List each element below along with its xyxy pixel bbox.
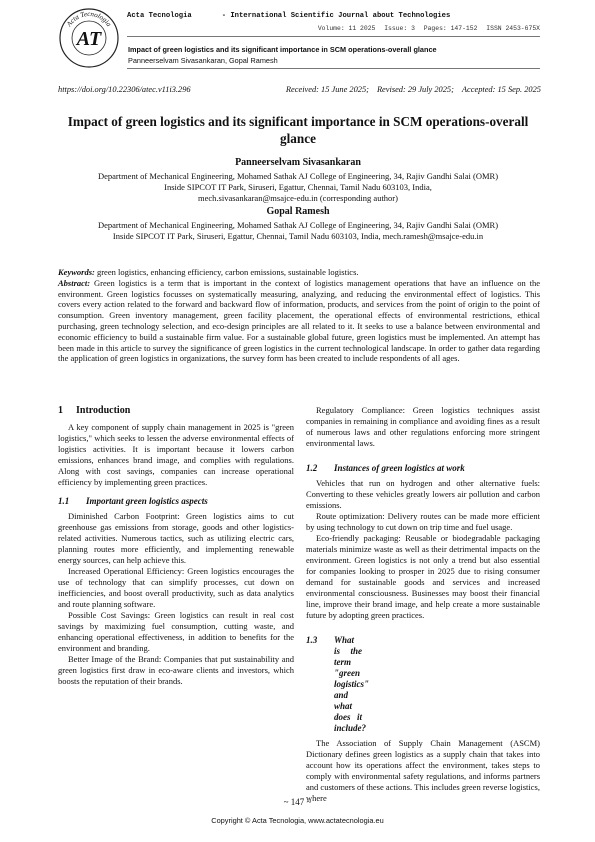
- article-title: Impact of green logistics and its significant importance in SCM operations-overall glance: [67, 114, 529, 146]
- logo-ring-text: Acta Tecnologia: [65, 9, 113, 29]
- keywords-text: green logistics, enhancing efficiency, carbon emissions, sustainable logistics.: [96, 267, 359, 277]
- abstract: [58, 278, 540, 364]
- affiliation-line: Department of Mechanical Engineering, Mohamed Sathak AJ College of Engineering, 34, Rajiv Gandhi Salai (OMR): [97, 220, 499, 230]
- revised-date: Revised: 29 July 2025;: [376, 85, 454, 94]
- journal-name: [127, 12, 547, 20]
- dates: [278, 85, 541, 94]
- keywords-label: Keywords:: [58, 267, 95, 277]
- paragraph-cost: Possible Cost Savings: Green logistics can result in real cost savings by maximizing fuel consumption, cutting waste, and enhancing operational effectiveness, in addition to benefits for the environment and branding.: [58, 610, 294, 653]
- doi-link[interactable]: https://doi.org/10.22306/atec.v11i3.296: [58, 85, 191, 94]
- section-title: Introduction: [76, 405, 131, 416]
- journal-short-name: Acta Tecnologia: [127, 12, 192, 20]
- affiliation-line: Inside SIPCOT IT Park, Siruseri, Egattur, Chennai, Tamil Nadu 603103, India, mech.ramesh@msajce-edu.in: [112, 231, 484, 241]
- subsection-heading-1-1: [58, 496, 294, 507]
- article-meta: [58, 85, 541, 94]
- svg-text:Acta Tecnologia: [64, 10, 113, 29]
- subsection-title: Instances of green logistics at work: [334, 463, 465, 473]
- section-heading-1: [58, 405, 294, 416]
- subsection-heading-1-3: [306, 635, 540, 734]
- author-name-2: Gopal Ramesh: [266, 206, 330, 217]
- keywords: [58, 267, 540, 278]
- left-column: [58, 405, 294, 687]
- copyright-notice: Copyright © Acta Tecnologia, www.actatecnologia.eu: [211, 816, 384, 825]
- journal-full-name: - International Scientific Journal about Technologies: [221, 12, 451, 20]
- paragraph-packaging: Eco-friendly packaging: Reusable or biodegradable packaging materials minimize waste as well as their detrimental impacts on the environment. Green logistics is not only a trend but also essential for companies looking to prosper in 2025 due to rising consumer demand for sustainable goods and services and increased environmental consciousness. Businesses may boost their financial line, improve their brand image, and help create a more sustainable future by adopting green practices.: [306, 533, 540, 620]
- pages: Pages: 147-152: [423, 25, 478, 32]
- author-email-1[interactable]: mech.sivasankaran@msajce-edu.in (corresponding author): [198, 193, 398, 203]
- author-affiliation-2: [58, 220, 538, 242]
- issn: ISSN 2453-675X: [486, 25, 540, 32]
- issue-info: [300, 25, 540, 32]
- paragraph-route: Route optimization: Delivery routes can be made more efficient by using technology to cut down on trip time and fuel usage.: [306, 511, 540, 532]
- header-rule-top: [127, 36, 540, 37]
- section-number: 1: [58, 405, 63, 416]
- journal-logo: [58, 7, 120, 69]
- subsection-heading-1-2: [306, 463, 540, 474]
- paragraph-intro: A key component of supply chain management in 2025 is "green logistics," which seeks to lessen the adverse environmental effects of logistics activities. It is important because it lowers carbon emissions, enhances brand image, and complies with regulations. Along with cost savings, companies can increase operational efficiency by implementing green practices.: [58, 422, 294, 487]
- paragraph-efficiency: Increased Operational Efficiency: Green logistics encourages the use of technology that can simplify processes, cut down on inefficiencies, and boost overall productivity, such as data analytics and route planning software.: [58, 566, 294, 609]
- subsection-number: 1.2: [306, 463, 318, 473]
- subsection-title: What is the term "green logistics" and what does it include?: [334, 635, 369, 733]
- abstract-block: [58, 267, 540, 364]
- author-name-1: Panneerselvam Sivasankaran: [235, 157, 361, 168]
- issue: Issue: 3: [384, 25, 415, 32]
- running-authors: Panneerselvam Sivasankaran, Gopal Ramesh: [128, 56, 278, 65]
- paragraph-ascm: The Association of Supply Chain Management (ASCM) Dictionary defines green logistics as a supply chain that takes into account how its operations affect the environment, takes steps to comply with environmental safety regulations, and informs partners and customers of these actions. This includes green reverse logistics, where: [306, 738, 540, 803]
- affiliation-line: Inside SIPCOT IT Park, Siruseri, Egattur, Chennai, Tamil Nadu 603103, India,: [164, 182, 432, 192]
- paragraph-brand: Better Image of the Brand: Companies that put sustainability and green logistics first draw in eco-aware clients and investors, which boosts the reputation of their brands.: [58, 654, 294, 686]
- abstract-text: Green logistics is a term that is important in the context of logistics management operations that have an influence on the environment. Green logistics focusses on systematically measuring, analyzing, and reducing the environmental effect of logistics. This covers every action related to the forward and backward flow of information, products, and services from the point of origin to the point of consumption. Green inventory management, green facility placement, the operational effects of environmental restrictions, ethical purchasing, green technology selection, and eco-design principles are all related to it. It seeks to use a balance between environmental and economic efficiency to build a sustainable firm value. For a sustainable global future, green logistics must be implemented. An attempt has been made in this article to survey the significance of green logistics in the current technological landscape. In order to gather data regarding the application of green logistics in organizations, the survey form has been created to include respondents of all ages.: [58, 277, 540, 364]
- subsection-title: Important green logistics aspects: [86, 496, 208, 506]
- affiliation-line: Department of Mechanical Engineering, Mohamed Sathak AJ College of Engineering, 34, Rajiv Gandhi Salai (OMR): [97, 171, 499, 181]
- volume: Volume: 11 2025: [317, 25, 376, 32]
- received-date: Received: 15 June 2025;: [285, 85, 369, 94]
- running-title: Impact of green logistics and its significant importance in SCM operations-overall glance: [128, 45, 437, 54]
- subsection-number: 1.1: [58, 496, 70, 506]
- paragraph-vehicles: Vehicles that run on hydrogen and other alternative fuels: Converting to these vehicles greatly lowers air pollution and carbon emissions.: [306, 478, 540, 510]
- paragraph-carbon: Diminished Carbon Footprint: Green logistics aims to cut greenhouse gas emissions from storage, goods and other logistics-related activities. Numerous tactics, such as utilizing electric cars, planning routes more efficiently, and implementing renewable energy sources, can help achieve this.: [58, 511, 294, 565]
- author-affiliation-1: [58, 171, 538, 204]
- page-number: ~ 147 ~: [283, 797, 312, 807]
- logo-initials: AT: [76, 28, 102, 50]
- paragraph-regulatory: Regulatory Compliance: Green logistics techniques assist companies in remaining in compliance and avoiding fines as a result of numerous laws and other regulations enforcing more stringent environmental laws.: [306, 405, 540, 448]
- abstract-label: Abstract:: [58, 277, 91, 288]
- subsection-number: 1.3: [306, 635, 318, 645]
- header-rule-bottom: [127, 68, 540, 69]
- accepted-date: Accepted: 15 Sep. 2025: [461, 85, 541, 94]
- right-column: [306, 405, 540, 804]
